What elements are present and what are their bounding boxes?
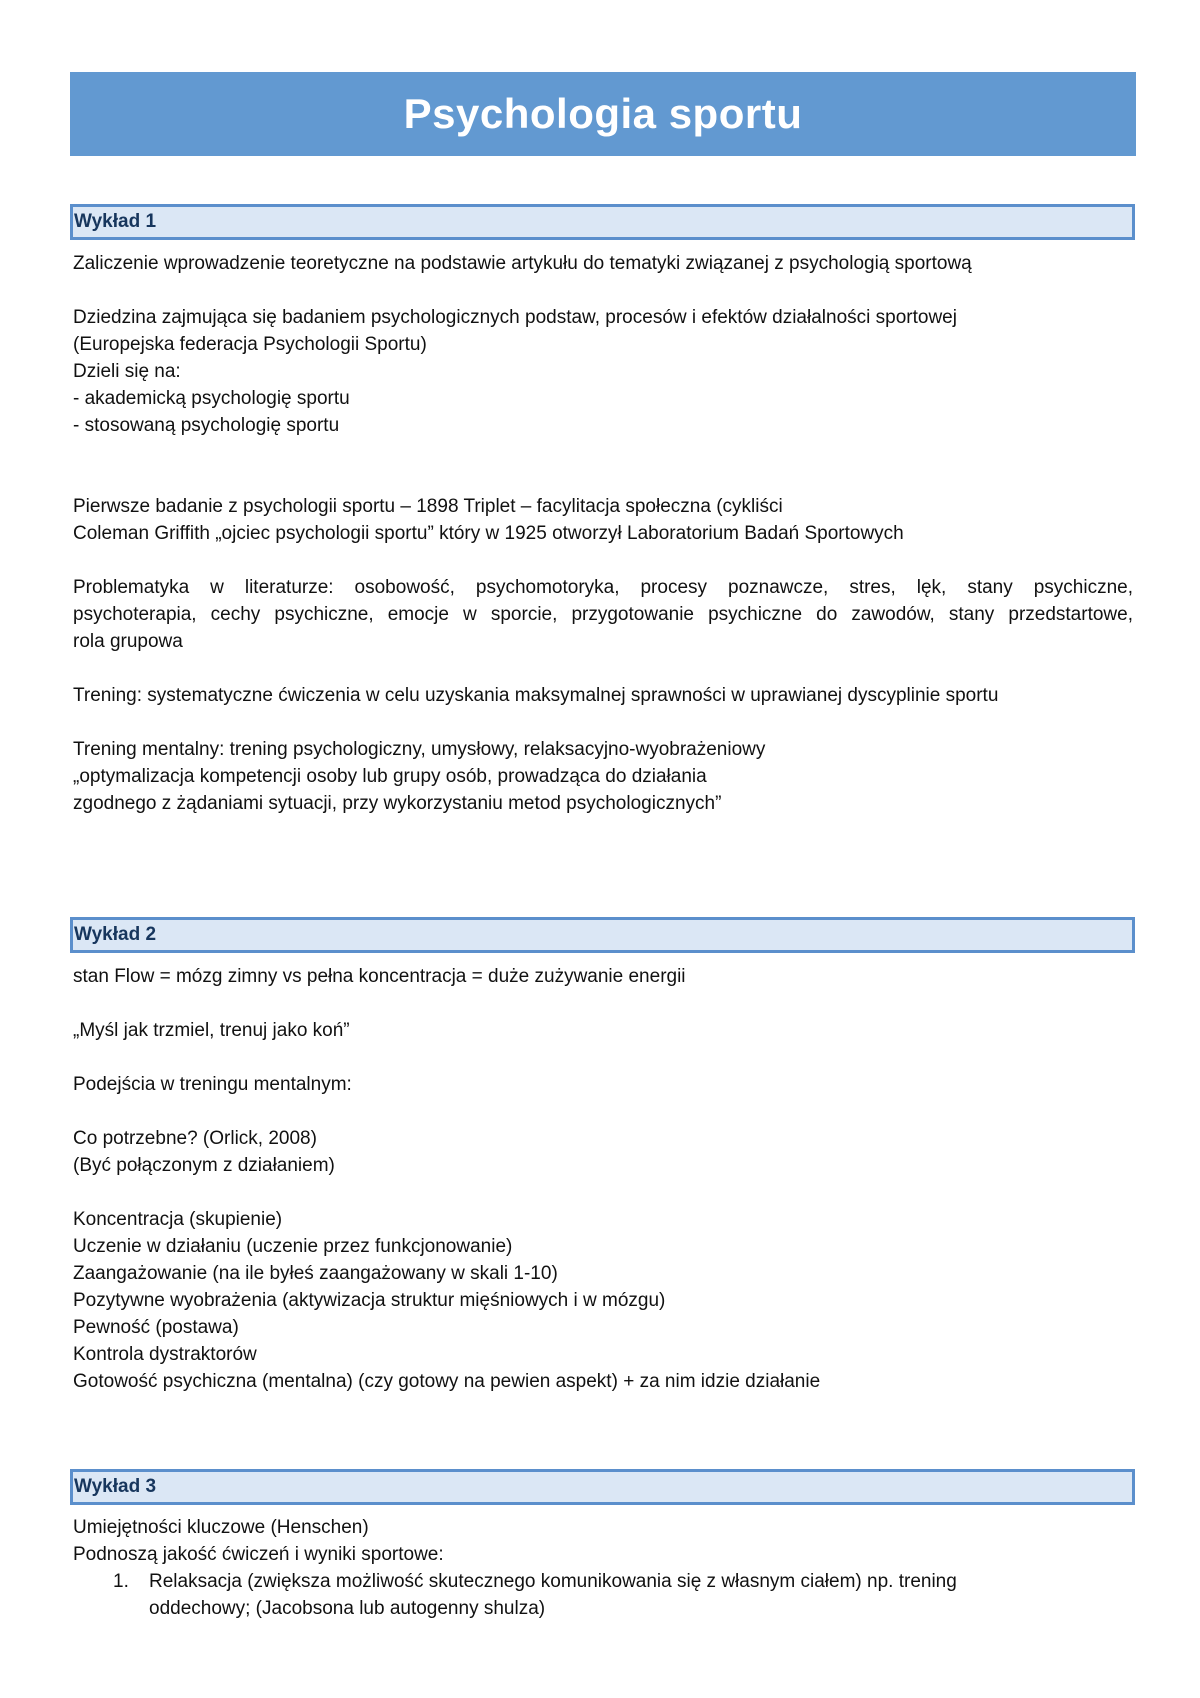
list-item: - stosowaną psychologię sportu (73, 415, 340, 436)
page-title: Psychologia sportu (403, 90, 803, 137)
list-number: 1. (113, 1571, 129, 1592)
quote-line: „optymalizacja kompetencji osoby lub grupy osób, prowadząca do działania (73, 766, 707, 787)
paragraph-line: Podejścia w treningu mentalnym: (73, 1074, 352, 1095)
paragraph-line: Problematyka w literaturze: osobowość, psychomotoryka, procesy poznawcze, stres, lęk, stany psychiczne, (73, 577, 1133, 598)
title-banner (70, 72, 1136, 156)
paragraph-line: Zaliczenie wprowadzenie teoretyczne na podstawie artykułu do tematyki związanej z psychologią sportową (73, 253, 972, 274)
section-heading-wyklad-1 (70, 204, 1135, 240)
paragraph-line: Dziedzina zajmująca się badaniem psychologicznych podstaw, procesów i efektów działalności sportowej (73, 307, 957, 328)
paragraph-line: Trening: systematyczne ćwiczenia w celu uzyskania maksymalnej sprawności w uprawianej dyscyplinie sportu (73, 685, 999, 706)
paragraph-line: Trening mentalny: trening psychologiczny, umysłowy, relaksacyjno-wyobrażeniowy (73, 739, 766, 760)
list-item: Kontrola dystraktorów (73, 1344, 257, 1365)
list-item: Gotowość psychiczna (mentalna) (czy gotowy na pewien aspekt) + za nim idzie działanie (73, 1371, 821, 1392)
quote-line: „Myśl jak trzmiel, trenuj jako koń” (73, 1020, 350, 1041)
list-item-text: oddechowy; (Jacobsona lub autogenny shulza) (149, 1598, 546, 1619)
paragraph-line: Coleman Griffith „ojciec psychologii sportu” który w 1925 otworzył Laboratorium Badań Sportowych (73, 523, 904, 544)
list-item: Koncentracja (skupienie) (73, 1209, 283, 1230)
paragraph-line: Podnoszą jakość ćwiczeń i wyniki sportowe: (73, 1544, 444, 1565)
section-heading-label: Wykład 3 (74, 1476, 157, 1497)
paragraph-line: psychoterapia, cechy psychiczne, emocje w sporcie, przygotowanie psychiczne do zawodów, stany przedstartowe, (73, 604, 1133, 625)
list-item: Pozytywne wyobrażenia (aktywizacja struktur mięśniowych i w mózgu) (73, 1290, 666, 1311)
list-item-text: Relaksacja (zwiększa możliwość skutecznego komunikowania się z własnym ciałem) np. trening (149, 1571, 957, 1592)
paragraph-line: stan Flow = mózg zimny vs pełna koncentracja = duże zużywanie energii (73, 966, 686, 987)
section-heading-label: Wykład 1 (74, 211, 157, 232)
section-heading-wyklad-3 (70, 1469, 1135, 1505)
section-heading-wyklad-2 (70, 917, 1135, 953)
paragraph-line: rola grupowa (73, 631, 183, 652)
list-item: - akademicką psychologię sportu (73, 388, 350, 409)
paragraph-line: Umiejętności kluczowe (Henschen) (73, 1517, 369, 1538)
list-item: Zaangażowanie (na ile byłeś zaangażowany w skali 1-10) (73, 1263, 558, 1284)
list-item: Uczenie w działaniu (uczenie przez funkcjonowanie) (73, 1236, 513, 1257)
paragraph-line: (Być połączonym z działaniem) (73, 1155, 335, 1176)
section-heading-label: Wykład 2 (74, 924, 157, 945)
list-item: Pewność (postawa) (73, 1317, 239, 1338)
paragraph-line: Pierwsze badanie z psychologii sportu – 1898 Triplet – facylitacja społeczna (cykliści (73, 496, 783, 517)
quote-line: zgodnego z żądaniami sytuacji, przy wykorzystaniu metod psychologicznych” (73, 793, 722, 814)
paragraph-line: Dzieli się na: (73, 361, 181, 382)
paragraph-line: (Europejska federacja Psychologii Sportu) (73, 334, 427, 355)
paragraph-line: Co potrzebne? (Orlick, 2008) (73, 1128, 317, 1149)
